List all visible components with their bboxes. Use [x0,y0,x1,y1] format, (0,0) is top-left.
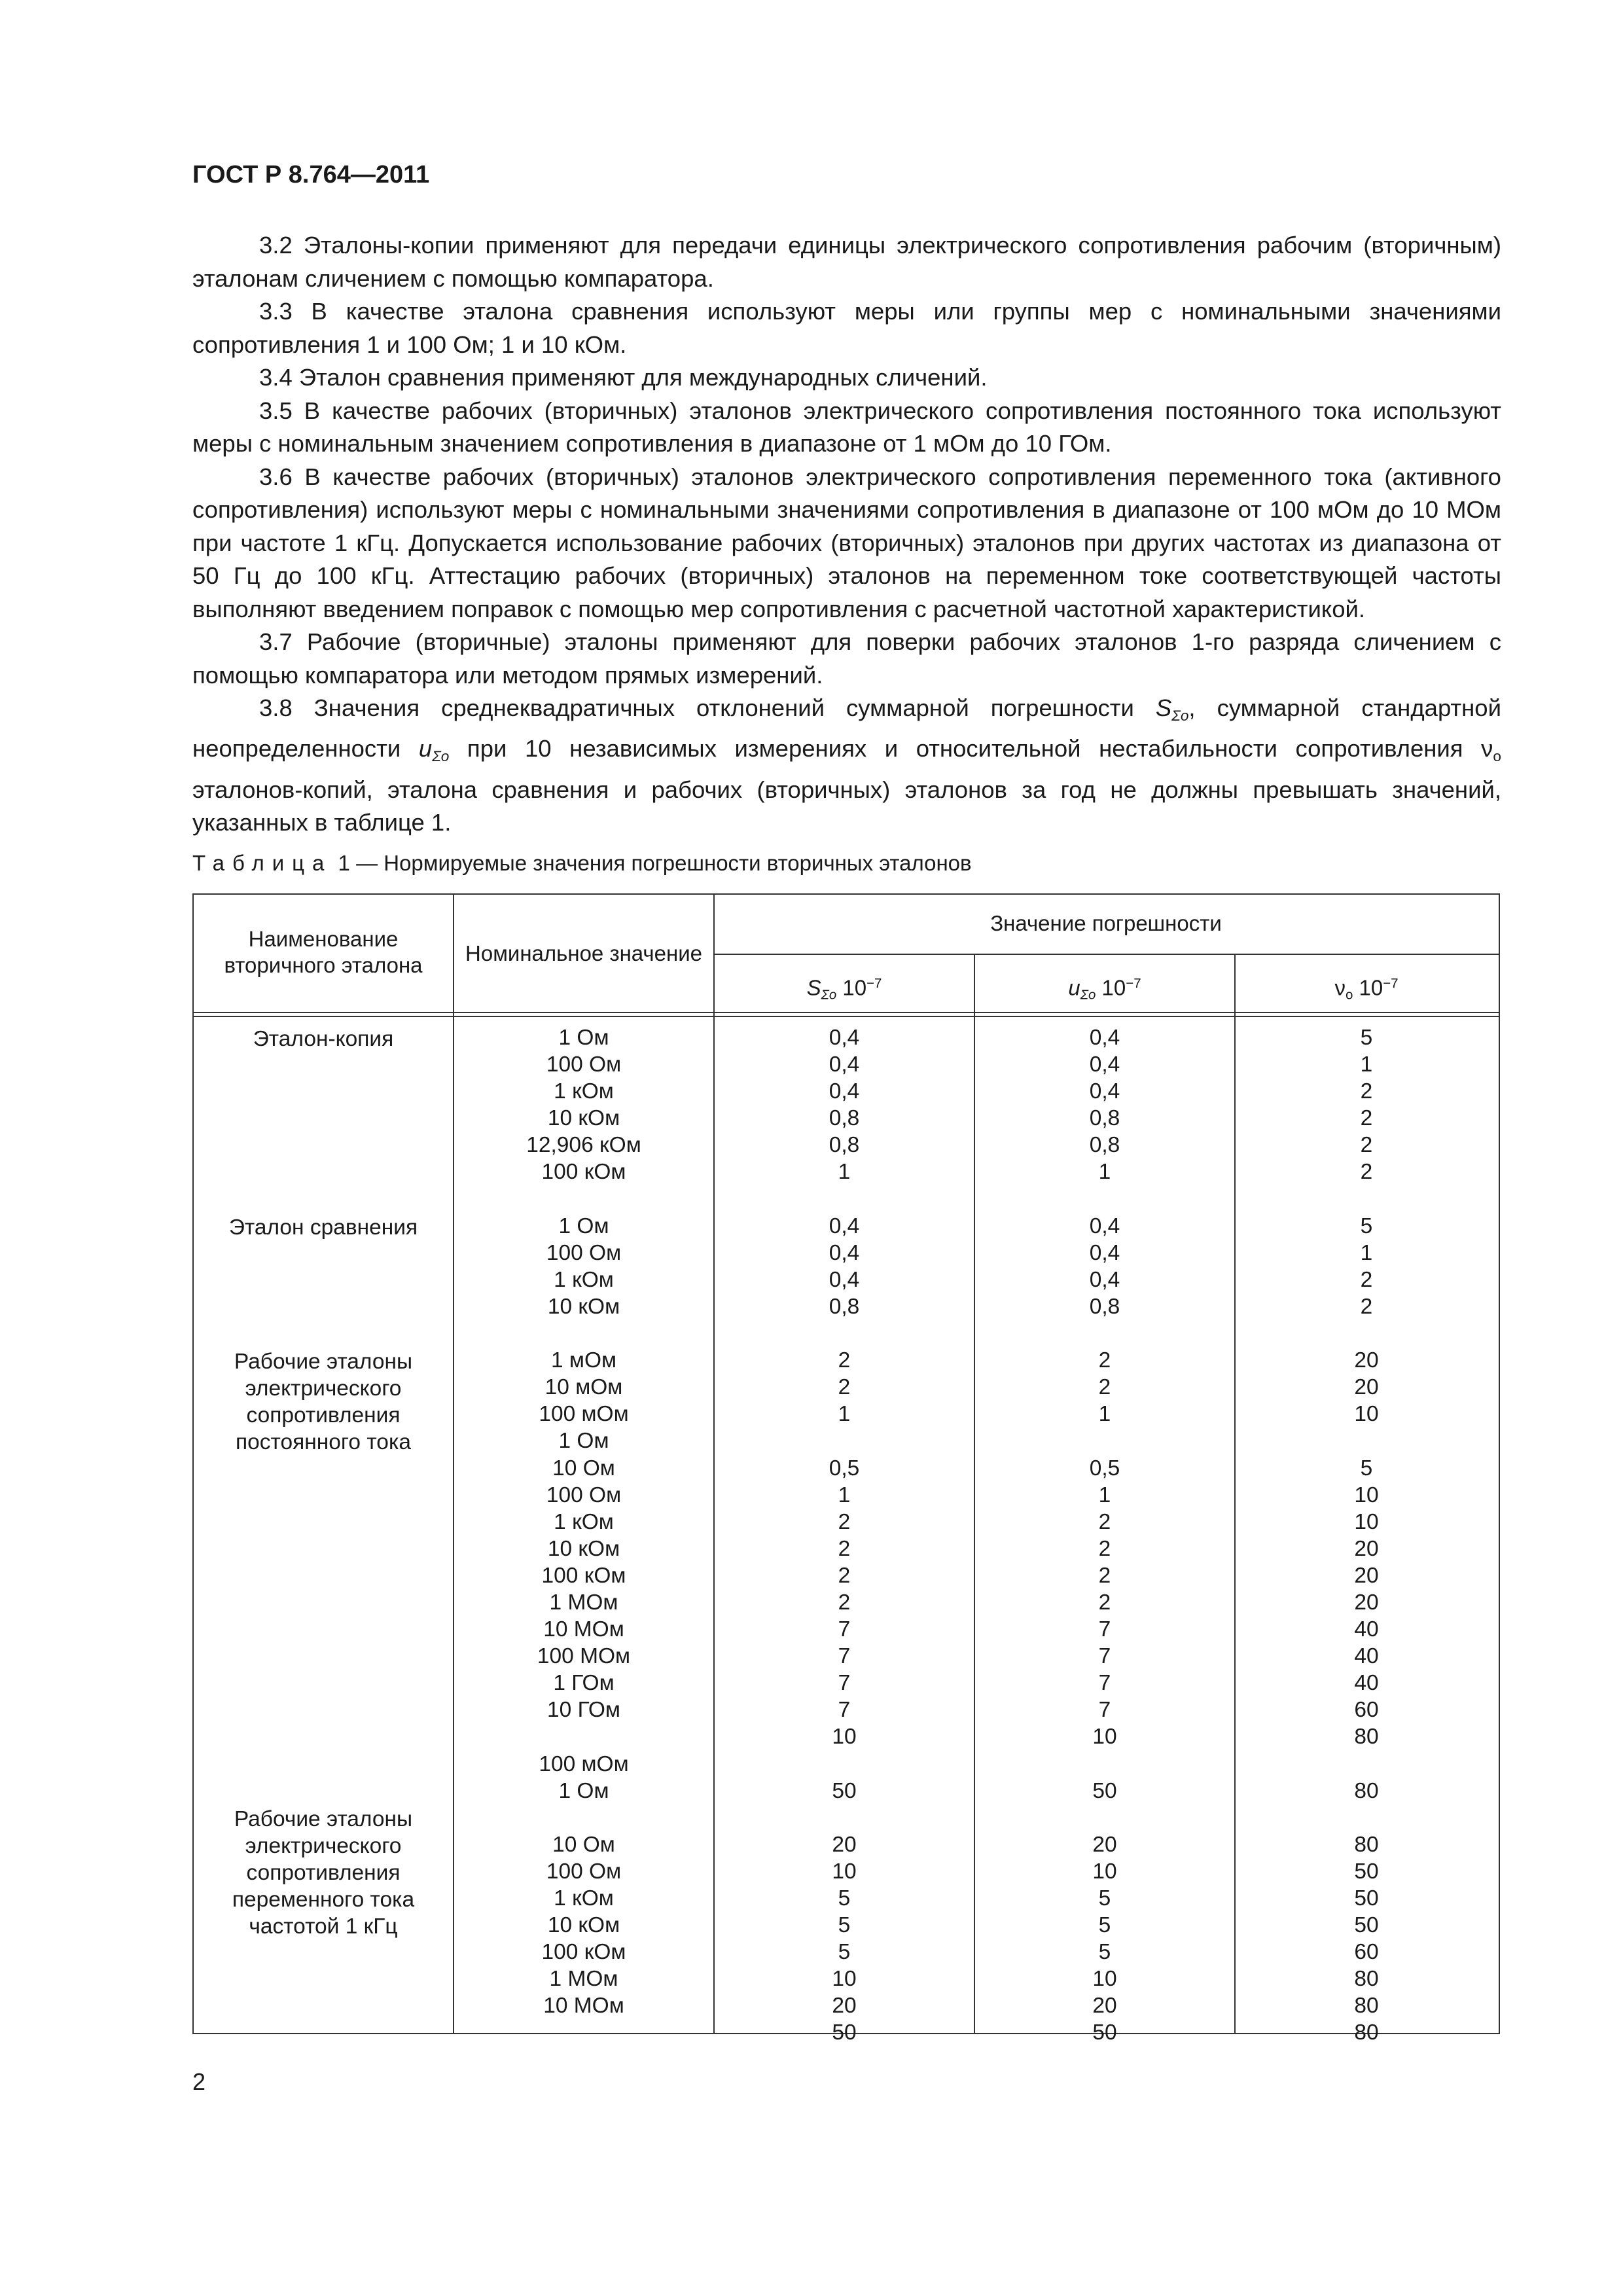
p8-part-a: 3.8 Значения среднеквадратичных отклонений суммарной погрешности [259,694,1156,721]
paragraph-3-2: 3.2 Эталоны-копии применяют для передачи единицы электрического сопротивления рабочим (вторичным) эталонам сличением с помощью компаратора. [192,232,1501,292]
header-nominal: Номинальное значение [465,941,702,965]
table-caption [192,851,972,876]
body-text [192,229,1501,840]
page-number: 2 [192,2068,206,2095]
p8-part-d: эталонов-копий, эталона сравнения и рабочих (вторичных) эталонов за год не должны превышать значений, указанных в таблице 1. [192,776,1501,836]
paragraph-3-5: 3.5 В качестве рабочих (вторичных) эталонов электрического сопротивления постоянного тока используют меры с номинальным значением сопротивления в диапазоне от 1 мОм до 10 ГОм. [192,397,1501,457]
document-header: ГОСТ Р 8.764—2011 [192,161,430,188]
table-hline-group [715,954,1499,955]
header-nu [1236,971,1497,1008]
symbol-nu [1481,735,1501,765]
header-nu-letter: ν [1334,975,1346,1000]
symbol-s [1155,694,1189,724]
paragraph-3-6: 3.6 В качестве рабочих (вторичных) эталонов электрического сопротивления переменного тока (активного сопротивления) используют меры с номинальными значениями сопротивления в диапазоне от 100 мОм до 10 МОм при частоте 1 кГц. Допускается использование рабочих (вторичных) эталонов при других частотах из диапазона от 50 Гц до 100 кГц. Аттестацию рабочих (вторичных) эталонов на переменном токе соответствующей частоты выполняют введением поправок с помощью мер сопротивления с расчетной частотной характеристикой. [192,463,1501,622]
u-column: 0,4 0,4 0,4 0,8 0,8 1 0,4 0,4 0,4 0,8 2 2 1 0,5 1 2 2 2 2 7 7 7 7 10 50 20 10 5 5 5 10 20 50 [1089,1026,1120,2045]
symbol-u-letter: u [418,735,433,762]
table-caption-rest: 1 — Нормируемые значения погрешности вторичных эталонов [332,851,972,875]
symbol-u-sub: Σo [432,748,450,765]
header-s [715,971,974,1008]
header-name: Наименование вторичного эталона [224,927,423,977]
paragraph-3-7: 3.7 Рабочие (вторичные) эталоны применяют для поверки рабочих эталонов 1-го разряда сличением с помощью компаратора или методом прямых измерений. [192,628,1501,689]
table-header-rule-2 [194,1016,1499,1017]
header-s-exp: −7 [866,976,882,991]
names-column: Эталон-копия Эталон сравнения Рабочие эталоны электрического сопротивления постоянного тока Рабочие эталоны электрического сопротивления переменного тока частотой 1 кГц [228,1027,418,1939]
header-s-sub: Σo [821,987,837,1003]
paragraph-3-8 [192,692,1501,840]
nu-column: 5 1 2 2 2 2 5 1 2 2 20 20 10 5 10 10 20 20 20 40 40 40 60 80 80 80 50 50 50 60 80 80 80 [1354,1026,1379,2045]
s-column: 0,4 0,4 0,4 0,8 0,8 1 0,4 0,4 0,4 0,8 2 2 1 0,5 1 2 2 2 2 7 7 7 7 10 50 20 10 5 5 5 10 20 50 [829,1026,860,2045]
table-header-rule-1 [194,1012,1499,1013]
header-u [975,971,1234,1008]
header-u-ten: 10 [1096,975,1126,1000]
paragraph-3-4: 3.4 Эталон сравнения применяют для международных сличений. [259,364,988,391]
nominal-column: 1 Ом 100 Ом 1 кОм 10 кОм 12,906 кОм 100 кОм 1 Ом 100 Ом 1 кОм 10 кОм 1 мОм 10 мОм 100 мОм 1 Ом 10 Ом 100 Ом 1 кОм 10 кОм 100 кОм 1 МОм 10 МОм 100 МОм 1 ГОм 10 ГОм 100 мОм 1 Ом 10 Ом 100 Ом 1 кОм 10 кОм 100 кОм 1 МОм 10 МОм [526,1026,641,2018]
header-s-ten: 10 [836,975,867,1000]
symbol-s-letter: S [1155,694,1172,721]
symbol-nu-sub: o [1493,748,1501,765]
header-nu-exp: −7 [1383,976,1399,991]
header-nu-sub: o [1345,987,1353,1003]
symbol-s-sub: Σo [1171,707,1189,724]
p8-part-c: при 10 независимых измерениях и относительной нестабильности сопротивления [449,735,1482,762]
symbol-nu-letter: ν [1481,735,1493,762]
header-u-exp: −7 [1126,976,1141,991]
table-1 [192,893,1500,2045]
header-nu-ten: 10 [1353,975,1383,1000]
header-u-sub: Σo [1080,987,1096,1003]
header-u-letter: u [1068,975,1080,1000]
symbol-u [418,735,450,765]
table-caption-word: Таблица [192,851,332,875]
p8-part-b: , суммарной стандартной неопределенности [192,694,1501,762]
header-error-group: Значение погрешности [990,911,1222,935]
paragraph-3-3: 3.3 В качестве эталона сравнения используют меры или группы мер с номинальными значениями сопротивления 1 и 100 Ом; 1 и 10 кОм. [192,298,1501,358]
header-s-letter: S [806,975,821,1000]
